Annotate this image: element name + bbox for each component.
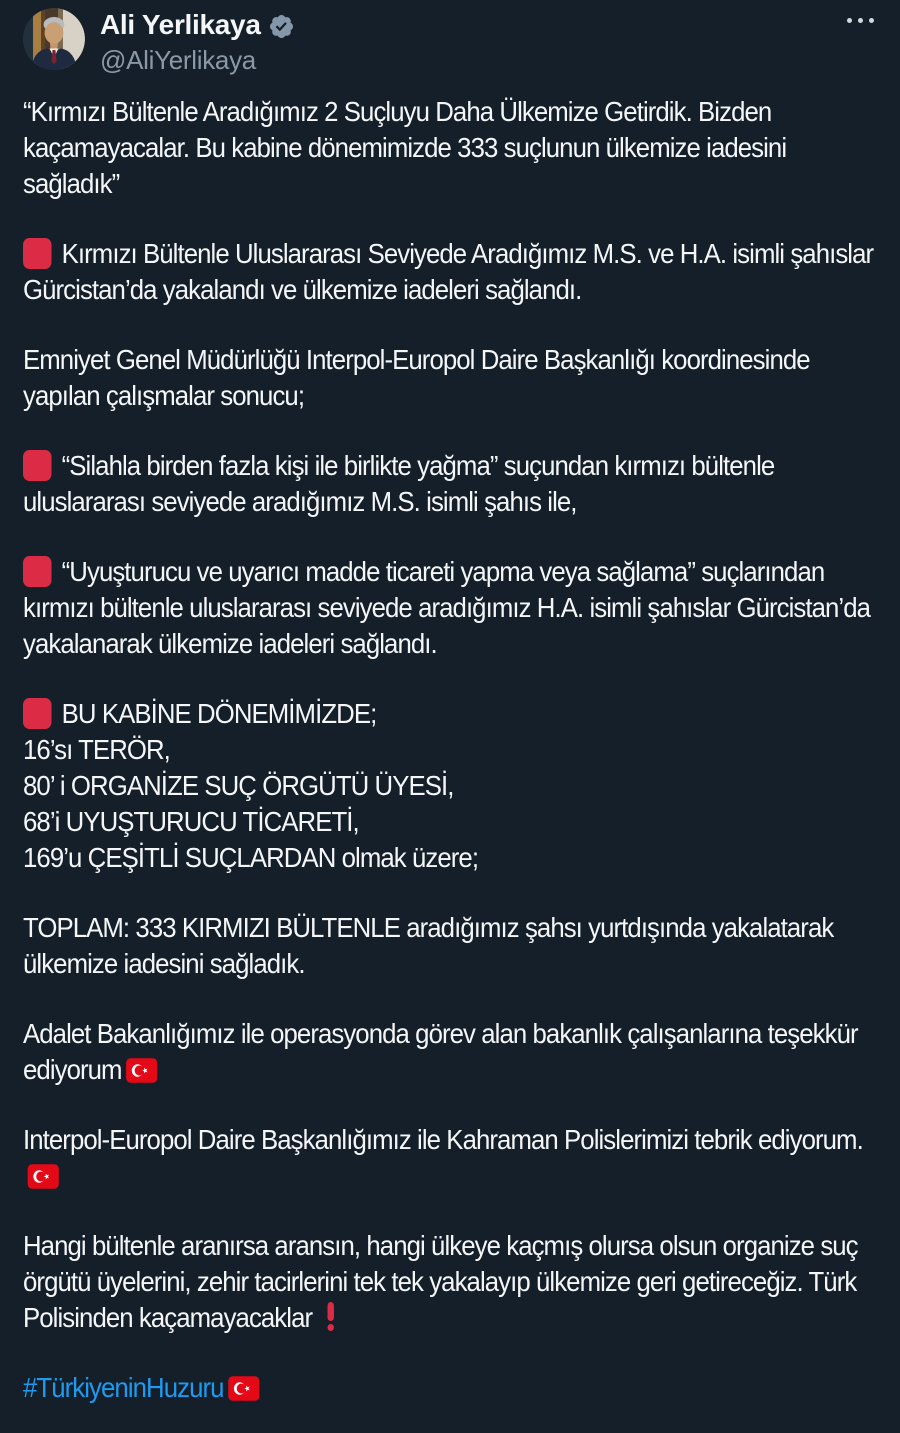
tweet-paragraph: BU KABİNE DÖNEMİMİZDE; 16’sı TERÖR, 80’ i ORGANİZE SUÇ ÖRGÜTÜ ÜYESİ, 68’i UYUŞTURUCU TİCARETİ, 169’u ÇEŞİTLİ SUÇLARDAN olmak üzere; bbox=[23, 698, 479, 873]
red-square-emoji bbox=[23, 238, 52, 269]
profile-photo bbox=[23, 8, 85, 70]
tweet-paragraph: Kırmızı Bültenle Uluslararası Seviyede Aradığımız M.S. ve H.A. isimli şahıslar Gürcistan’da yakalandı ve ülkemize iadeleri sağlandı. bbox=[23, 238, 874, 305]
red-square-emoji bbox=[23, 556, 52, 587]
avatar[interactable] bbox=[23, 8, 85, 70]
turkey-flag-emoji bbox=[126, 1058, 157, 1083]
tweet-paragraph: Adalet Bakanlığımız ile operasyonda görev alan bakanlık çalışanlarına teşekkür ediyorum bbox=[23, 1018, 858, 1085]
tweet-header bbox=[23, 8, 900, 75]
more-ellipsis-icon bbox=[858, 18, 863, 23]
tweet-paragraph: Emniyet Genel Müdürlüğü Interpol-Europol Daire Başkanlığı koordinesinde yapılan çalışmalar sonucu; bbox=[23, 344, 810, 411]
red-square-emoji bbox=[23, 698, 52, 729]
tweet-paragraph: “Kırmızı Bültenle Aradığımız 2 Suçluyu Daha Ülkemize Getirdik. Bizden kaçamayacalar. Bu kabine dönemimizde 333 suçlunun ülkemize iadesini sağladık” bbox=[23, 96, 787, 199]
user-names bbox=[100, 8, 295, 76]
tweet-paragraph: Hangi bültenle aranırsa aransın, hangi ülkeye kaçmış olursa olsun organize suç örgütü üyelerini, zehir tacirlerini tek tek yakalayıp ülkemize geri getireceğiz. Türk Polisinden kaçamayacaklar bbox=[23, 1230, 858, 1333]
more-ellipsis-icon bbox=[847, 18, 852, 23]
user-handle[interactable]: @AliYerlikaya bbox=[100, 45, 256, 75]
red-square-emoji bbox=[23, 450, 52, 481]
more-ellipsis-icon bbox=[869, 18, 874, 23]
tweet-paragraph: TOPLAM: 333 KIRMIZI BÜLTENLE aradığımız şahsı yurtdışında yakalatarak ülkemize iadesini sağladık. bbox=[23, 912, 834, 979]
turkey-flag-emoji bbox=[228, 1376, 259, 1401]
tweet-paragraph: “Uyuşturucu ve uyarıcı madde ticareti yapma veya sağlama” suçlarından kırmızı bültenle uluslararası seviyede aradığımız H.A. isimli şahıslar Gürcistan’da yakalanarak ülkemize iadeleri sağlandı. bbox=[23, 556, 871, 659]
display-name[interactable]: Ali Yerlikaya bbox=[100, 9, 261, 40]
red-exclamation-emoji bbox=[327, 1302, 335, 1332]
verified-badge-icon bbox=[268, 13, 295, 40]
tweet-paragraph: “Silahla birden fazla kişi ile birlikte yağma” suçundan kırmızı bültenle uluslararası seviyede aradığımız M.S. isimli şahıs ile, bbox=[23, 450, 775, 517]
tweet-paragraph bbox=[23, 1370, 879, 1406]
hashtag-link[interactable]: #TürkiyeninHuzuru bbox=[23, 1372, 224, 1403]
turkey-flag-emoji bbox=[28, 1164, 59, 1189]
tweet-paragraph: Interpol-Europol Daire Başkanlığımız ile Kahraman Polislerimizi tebrik ediyorum. bbox=[23, 1122, 879, 1194]
more-options-button[interactable] bbox=[843, 14, 878, 27]
tweet-body bbox=[23, 94, 900, 1406]
